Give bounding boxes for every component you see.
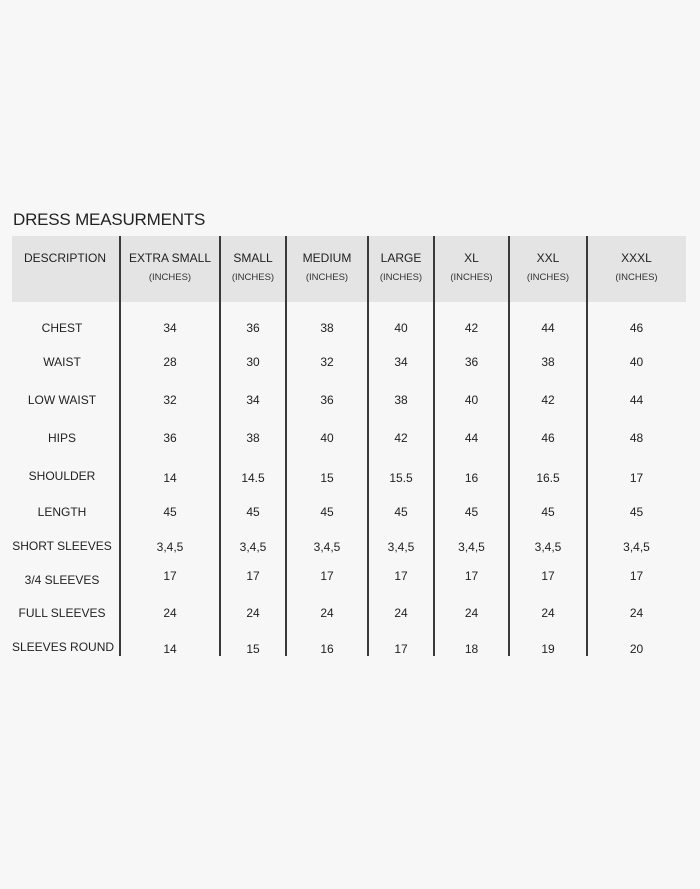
row-label: LOW WAIST bbox=[27, 393, 97, 407]
table-cell: 38 bbox=[541, 355, 555, 369]
row-label: LENGTH bbox=[37, 505, 87, 519]
column-header-unit: (INCHES) bbox=[615, 272, 658, 283]
row-label: 3/4 SLEEVES bbox=[24, 573, 100, 587]
table-cell: 3,4,5 bbox=[313, 540, 341, 554]
table-cell: 15 bbox=[320, 471, 334, 485]
table-cell: 38 bbox=[246, 431, 260, 445]
row-label: SHOULDER bbox=[28, 469, 96, 483]
table-cell: 32 bbox=[163, 393, 177, 407]
column-header-label: XXXL bbox=[621, 251, 652, 265]
table-cell: 24 bbox=[246, 606, 260, 620]
column-header-label: SMALL bbox=[233, 251, 273, 265]
table-cell: 40 bbox=[629, 355, 644, 369]
table-cell: 44 bbox=[629, 393, 644, 407]
table-cell: 3,4,5 bbox=[156, 540, 184, 554]
column-header bbox=[509, 236, 587, 302]
table-cell: 24 bbox=[394, 606, 408, 620]
table-cell: 45 bbox=[541, 505, 555, 519]
column-header bbox=[12, 236, 120, 302]
table-cell: 3,4,5 bbox=[458, 540, 485, 554]
table-cell: 45 bbox=[629, 505, 644, 519]
column-header-label: XL bbox=[464, 251, 479, 265]
column-header bbox=[587, 236, 686, 302]
table-cell: 40 bbox=[320, 431, 334, 445]
table-cell: 44 bbox=[541, 321, 555, 335]
table-cell: 36 bbox=[246, 321, 260, 335]
row-label: WAIST bbox=[43, 355, 81, 369]
table-cell: 17 bbox=[163, 569, 177, 583]
table-cell: 38 bbox=[320, 321, 334, 335]
table-cell: 42 bbox=[394, 431, 408, 445]
table-cell: 42 bbox=[464, 321, 479, 335]
table-cell: 17 bbox=[629, 471, 644, 485]
table-cell: 34 bbox=[246, 393, 260, 407]
table-cell: 17 bbox=[629, 569, 644, 583]
table-cell: 16.5 bbox=[536, 471, 560, 485]
column-header-unit: (INCHES) bbox=[148, 272, 192, 283]
table-cell: 3,4,5 bbox=[239, 540, 267, 554]
row-label: SLEEVES ROUND bbox=[12, 640, 115, 654]
table-cell: 17 bbox=[320, 569, 334, 583]
table-cell: 45 bbox=[394, 505, 408, 519]
table-cell: 36 bbox=[163, 431, 177, 445]
column-header-label: MEDIUM bbox=[302, 251, 352, 265]
size-chart-table bbox=[12, 236, 686, 656]
column-header bbox=[286, 236, 368, 302]
table-cell: 38 bbox=[394, 393, 408, 407]
table-cell: 46 bbox=[629, 321, 644, 335]
column-header-unit: (INCHES) bbox=[305, 272, 349, 283]
table-cell: 40 bbox=[394, 321, 408, 335]
table-cell: 30 bbox=[246, 355, 260, 369]
column-header-unit: (INCHES) bbox=[379, 272, 423, 283]
table-cell: 18 bbox=[464, 642, 479, 656]
column-header-label: XXL bbox=[536, 251, 560, 265]
table-cell: 48 bbox=[629, 431, 644, 445]
table-cell: 19 bbox=[541, 642, 555, 656]
table-cell: 17 bbox=[464, 569, 479, 583]
table-cell: 36 bbox=[320, 393, 334, 407]
table-cell: 17 bbox=[541, 569, 555, 583]
row-label: FULL SLEEVES bbox=[18, 606, 106, 620]
table-cell: 45 bbox=[246, 505, 260, 519]
table-cell: 24 bbox=[320, 606, 334, 620]
table-cell: 36 bbox=[464, 355, 479, 369]
table-cell: 44 bbox=[464, 431, 479, 445]
table-cell: 17 bbox=[394, 569, 408, 583]
table-cell: 24 bbox=[629, 606, 644, 620]
table-cell: 15.5 bbox=[389, 471, 413, 485]
column-header bbox=[120, 236, 220, 302]
table-cell: 3,4,5 bbox=[623, 540, 650, 554]
table-cell: 14.5 bbox=[241, 471, 265, 485]
table-cell: 16 bbox=[320, 642, 334, 656]
column-header-unit: (INCHES) bbox=[231, 272, 275, 283]
column-header-unit: (INCHES) bbox=[526, 272, 570, 283]
column-header-label: EXTRA SMALL bbox=[128, 251, 212, 265]
table-cell: 34 bbox=[394, 355, 408, 369]
row-label: CHEST bbox=[41, 321, 83, 335]
table-cell: 20 bbox=[629, 642, 644, 656]
table-cell: 24 bbox=[464, 606, 479, 620]
column-header-unit: (INCHES) bbox=[450, 272, 493, 283]
table-cell: 28 bbox=[163, 355, 177, 369]
table-cell: 32 bbox=[320, 355, 334, 369]
row-label: SHORT SLEEVES bbox=[12, 539, 112, 553]
table-cell: 17 bbox=[394, 642, 408, 656]
table-cell: 17 bbox=[246, 569, 260, 583]
chart-title: DRESS MEASURMENTS bbox=[13, 210, 206, 229]
table-cell: 45 bbox=[163, 505, 177, 519]
table-cell: 14 bbox=[163, 471, 177, 485]
table-cell: 34 bbox=[163, 321, 177, 335]
table-cell: 40 bbox=[464, 393, 479, 407]
column-header bbox=[368, 236, 434, 302]
row-label: HIPS bbox=[47, 431, 76, 445]
column-header bbox=[434, 236, 509, 302]
table-cell: 3,4,5 bbox=[387, 540, 415, 554]
table-cell: 3,4,5 bbox=[534, 540, 562, 554]
table-cell: 24 bbox=[541, 606, 555, 620]
table-cell: 46 bbox=[541, 431, 555, 445]
column-header-label: LARGE bbox=[380, 251, 422, 265]
table-cell: 16 bbox=[464, 471, 479, 485]
table-cell: 45 bbox=[320, 505, 334, 519]
column-header bbox=[220, 236, 286, 302]
table-cell: 42 bbox=[541, 393, 555, 407]
column-header-label: DESCRIPTION bbox=[24, 251, 107, 265]
table-cell: 24 bbox=[163, 606, 177, 620]
table-cell: 14 bbox=[163, 642, 177, 656]
table-cell: 45 bbox=[464, 505, 479, 519]
table-cell: 15 bbox=[246, 642, 260, 656]
